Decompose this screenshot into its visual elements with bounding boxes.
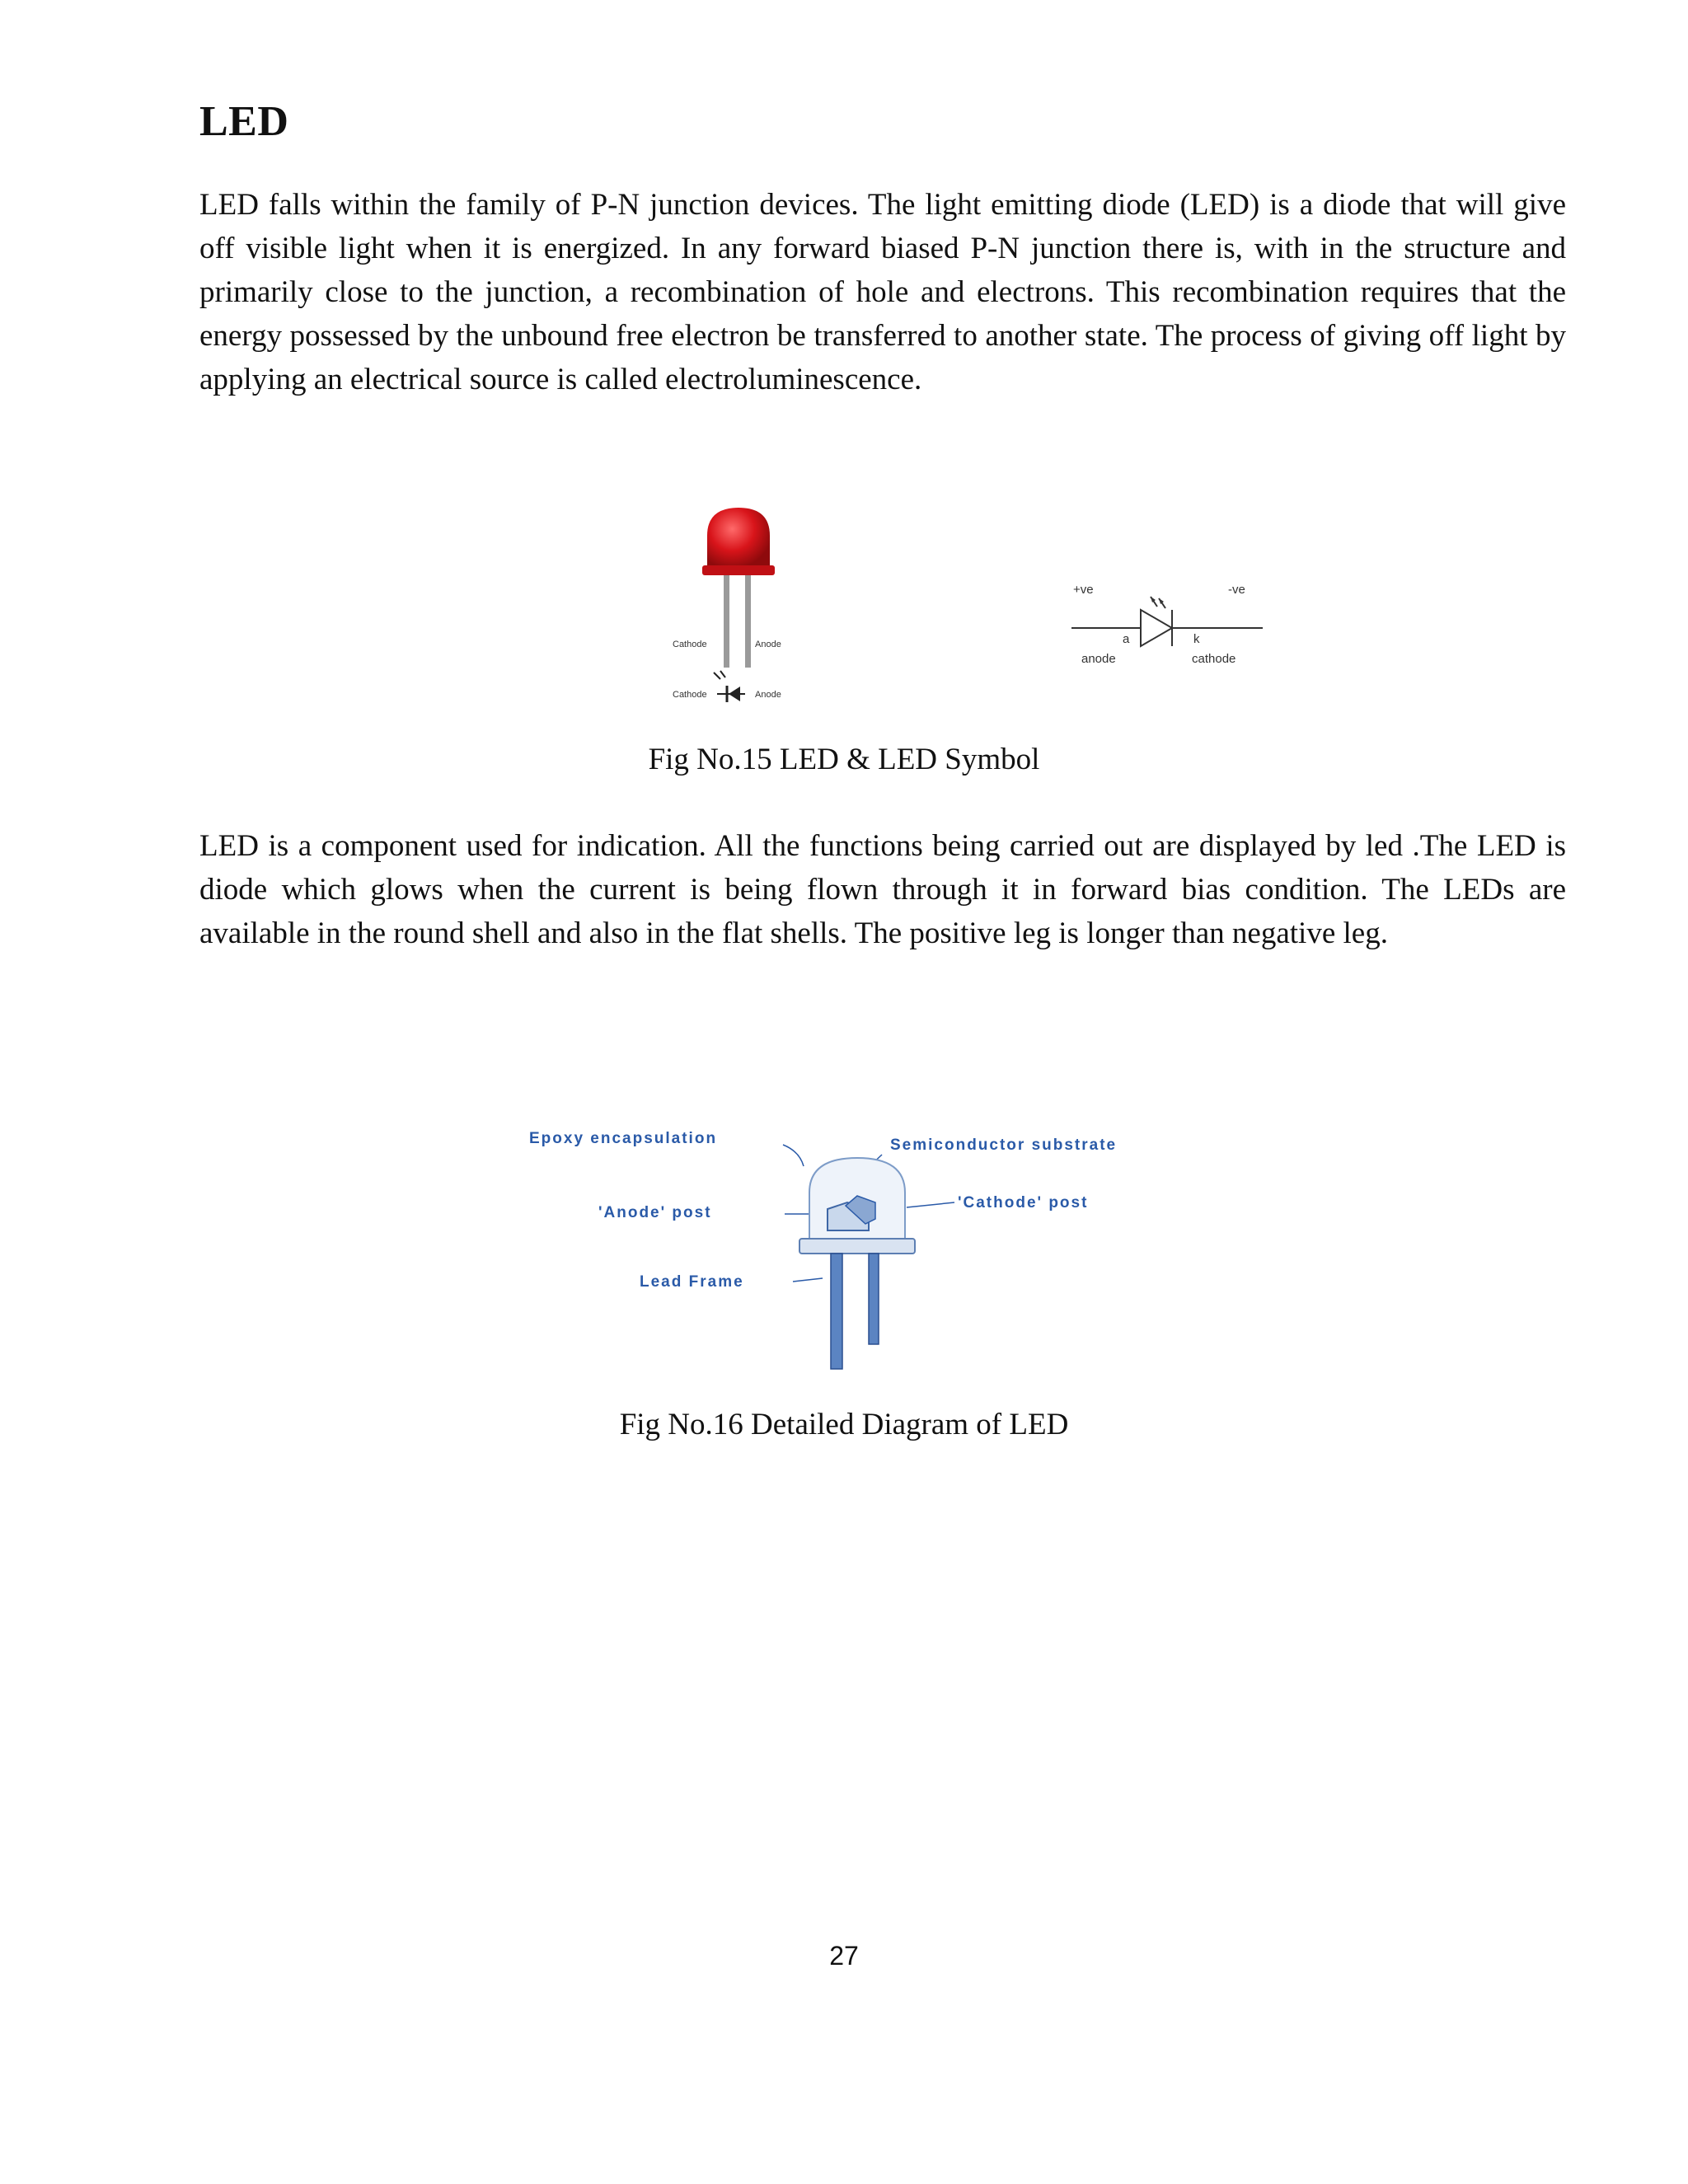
anode-post-label: 'Anode' post (598, 1204, 712, 1221)
led-detailed-diagram-figure (519, 1117, 1245, 1380)
small-diode-symbol-icon (714, 671, 745, 702)
led-cathode-label: Cathode (673, 640, 707, 649)
symbol-negative-label: -ve (1228, 583, 1245, 597)
symbol-a-label: a (1123, 632, 1130, 646)
led-body-diagram (799, 1158, 915, 1369)
section-heading: LED (199, 98, 289, 145)
epoxy-label: Epoxy encapsulation (529, 1130, 718, 1147)
led-flange-shape (702, 565, 775, 575)
symbol-anode-label: anode (1081, 652, 1116, 666)
led-symbol-anode-label: Anode (755, 690, 781, 700)
figure15-caption: Fig No.15 LED & LED Symbol (648, 743, 1040, 776)
symbol-positive-label: +ve (1073, 583, 1094, 597)
indication-paragraph: LED is a component used for indication. All the functions being carried out are displayed by led .The LED is diode which glows when the current is being flown through it in forward bias condition. The LEDs are available in the round shell and also in the flat shells. The positive leg is longer than negative leg. (199, 829, 1566, 950)
led-cathode-leg (724, 575, 729, 668)
led-symbol-figure (1071, 577, 1269, 676)
symbol-cathode-label: cathode (1192, 652, 1236, 666)
cathode-post-label: 'Cathode' post (958, 1194, 1089, 1212)
led-symbol-cathode-label: Cathode (673, 690, 707, 700)
led-dome-shape (707, 508, 770, 569)
figure16-caption: Fig No.16 Detailed Diagram of LED (619, 1408, 1069, 1441)
symbol-k-label: k (1193, 632, 1200, 646)
intro-paragraph: LED falls within the family of P-N junction devices. The light emitting diode (LED) is a diode that will give off visible light when it is energized. In any forward biased P-N junction there is, with in the structure and primarily close to the junction, a recombination of hole and electrons. This recombination requires that the energy possessed by the unbound free electron be transferred to another state. The process of giving off light by applying an electrical source is called electroluminescence. (199, 188, 1566, 396)
substrate-label: Semiconductor substrate (890, 1137, 1118, 1154)
led-anode-label: Anode (755, 640, 781, 649)
led-diode-symbol-icon (1071, 597, 1263, 646)
led-anode-leg (745, 575, 751, 668)
lead-frame-label: Lead Frame (640, 1273, 744, 1291)
led-photo-figure (659, 503, 808, 709)
page-number: 27 (829, 1941, 859, 1971)
